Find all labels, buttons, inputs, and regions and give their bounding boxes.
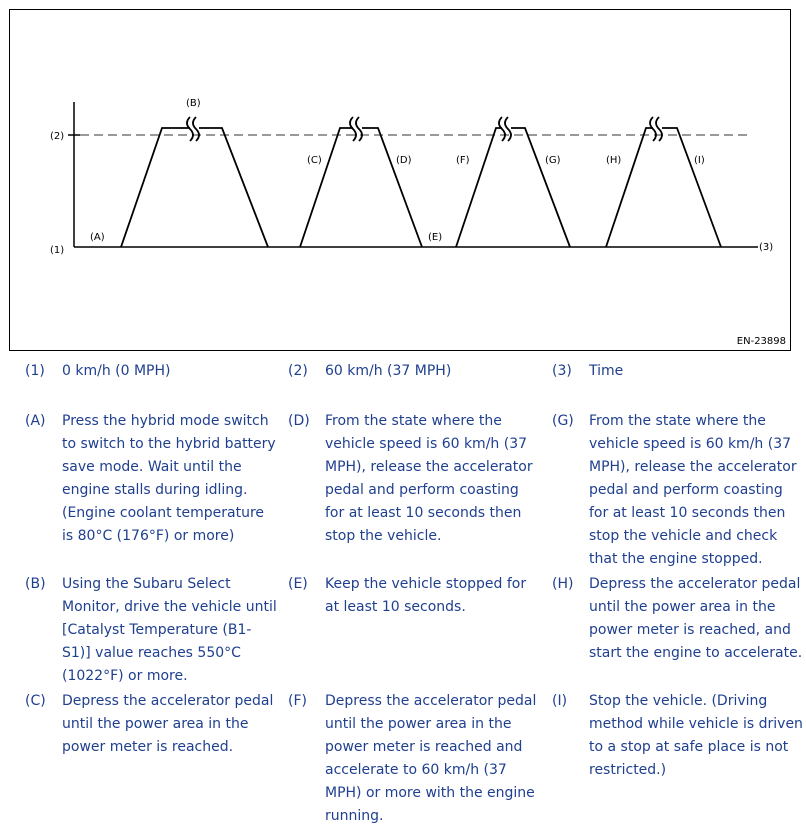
legend-code: (3) xyxy=(552,363,572,379)
legend-text: From the state where the vehicle speed is 60 km/h (37 MPH), release the accelerator pedal and perform coasting for at least 10 seconds then stop the vehicle and check that the engine stopped. xyxy=(589,413,797,567)
legend-text: Press the hybrid mode switch to switch to the hybrid battery save mode. Wait until the engine stalls during idling. (Engine coolant temperature is 80°C (176°F) or more) xyxy=(62,413,276,544)
label-phase-c: (C) xyxy=(307,155,322,166)
figure-id: EN-23898 xyxy=(736,336,786,347)
legend-code: (G) xyxy=(552,413,574,429)
label-phase-b: (B) xyxy=(186,98,201,109)
label-speed-line: (2) xyxy=(50,131,65,142)
legend-code: (E) xyxy=(288,576,308,592)
label-phase-e: (E) xyxy=(428,232,443,243)
label-phase-g: (G) xyxy=(545,155,561,166)
label-phase-a: (A) xyxy=(90,232,105,243)
legend-code: (F) xyxy=(288,693,307,709)
legend-code: (C) xyxy=(25,693,46,709)
legend-text: Depress the accelerator pedal until the power area in the power meter is reached and accelerate to 60 km/h (37 MPH) or more with the engine running. xyxy=(325,693,537,824)
legend-text: Depress the accelerator pedal until the power area in the power meter is reached, and start the engine to accelerate. xyxy=(589,576,803,661)
legend-code: (B) xyxy=(25,576,46,592)
legend-code: (H) xyxy=(552,576,574,592)
legend-code: (D) xyxy=(288,413,310,429)
legend-text: Stop the vehicle. (Driving method while vehicle is driven to a stop at safe place is not restricted.) xyxy=(589,693,803,778)
label-phase-f: (F) xyxy=(456,155,470,166)
legend-text: Depress the accelerator pedal until the power area in the power meter is reached. xyxy=(62,693,274,755)
label-phase-i: (I) xyxy=(694,155,705,166)
legend-code: (I) xyxy=(552,693,568,709)
label-phase-h: (H) xyxy=(606,155,622,166)
label-phase-d: (D) xyxy=(396,155,412,166)
legend-text: 60 km/h (37 MPH) xyxy=(325,363,452,379)
legend-code: (2) xyxy=(288,363,308,379)
legend-code: (A) xyxy=(25,413,46,429)
legend-text: Keep the vehicle stopped for at least 10 seconds. xyxy=(325,576,527,615)
legend-text: Using the Subaru Select Monitor, drive the vehicle until [Catalyst Temperature (B1-S1)] value reaches 550°C (1022°F) or more. xyxy=(62,576,277,684)
legend-code: (1) xyxy=(25,363,45,379)
legend-text: 0 km/h (0 MPH) xyxy=(62,363,171,379)
legend-text: Time xyxy=(589,363,624,379)
label-time: (3) xyxy=(759,242,774,253)
label-origin: (1) xyxy=(50,245,65,256)
legend-text: From the state where the vehicle speed is 60 km/h (37 MPH), release the accelerator pedal and perform coasting for at least 10 seconds then stop the vehicle. xyxy=(325,413,533,544)
